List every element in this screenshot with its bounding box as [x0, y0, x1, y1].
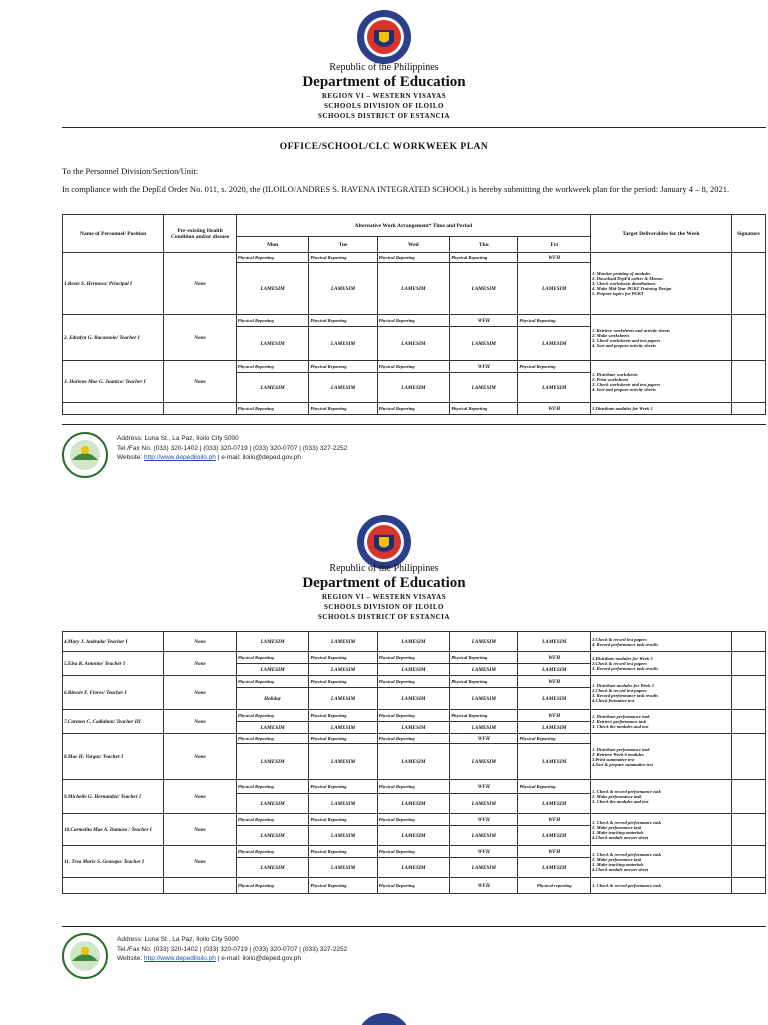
deliverable-item: 4. Sort and prepare activity sheets: [592, 342, 656, 348]
email-text: | e-mail: iloilo@deped.gov.ph: [217, 955, 302, 962]
schedule-cell: LAMESIM: [377, 688, 450, 710]
schedule-cell: Physical Reporting: [450, 403, 518, 415]
schedule-cell: Physical Reporting: [309, 361, 377, 373]
deliverables-cell: [591, 814, 732, 846]
health-cell: None: [164, 632, 237, 652]
deliverable-item: 3. Record performance task results: [592, 692, 659, 698]
deliverable-item: 2. Retrieve performance task: [592, 719, 647, 724]
schedule-cell: LAMESIM: [377, 794, 450, 814]
deliverables-cell: [591, 361, 732, 403]
deliverables-cell: [591, 652, 732, 676]
plan-title: OFFICE/SCHOOL/CLC WORKWEEK PLAN: [279, 142, 489, 152]
website-label: Website:: [117, 955, 143, 962]
schedule-cell: Physical Reporting: [377, 652, 450, 664]
day-mon: Mon: [236, 237, 309, 253]
deliverables-cell: [591, 780, 732, 814]
health-cell: None: [164, 676, 237, 710]
deliverable-item: 4.Check module answer sheet: [592, 866, 649, 872]
health-cell: None: [164, 652, 237, 676]
footer-2: [62, 933, 766, 983]
schedule-cell: LAMESIM: [377, 744, 450, 780]
person-name: 10.Carmelita Mae A. Damaso / Teacher I: [63, 814, 164, 846]
deliverable-item: 3. Check worksheets distributions: [592, 281, 656, 286]
schedule-cell: LAMESIM: [518, 373, 591, 403]
region-text: REGION VI – WESTERN VISAYAS: [321, 593, 447, 601]
division-logo-icon: [62, 933, 108, 979]
schedule-cell: LAMESIM: [236, 794, 309, 814]
col-target-header: Target Deliverables for the Week: [591, 215, 732, 253]
deliverable-item: 3. Record performance task results: [592, 666, 659, 671]
deliverable-item: 4.Sort & prepare summative test: [592, 761, 653, 767]
table-row: [63, 846, 766, 858]
header-rule: [62, 127, 766, 128]
republic-text: Republic of the Philippines: [329, 62, 439, 73]
schedule-cell: Physical Reporting: [236, 710, 309, 722]
table-row: [63, 403, 766, 415]
table-row: [63, 780, 766, 794]
footer-phones: Tel./Fax No. (033) 320-1402 | (033) 320-0719 | (033) 320-0707 | (033) 327-2252: [117, 945, 348, 953]
schedule-cell: LAMESIM: [377, 373, 450, 403]
footer-rule: [62, 424, 766, 425]
deliverable-item: 3. Make teaching materials: [592, 861, 644, 867]
person-name: 5.Elsa R. Antonio/ Teacher I: [63, 652, 164, 676]
email-text: | e-mail: iloilo@deped.gov.ph: [217, 454, 302, 461]
region-text: REGION VI – WESTERN VISAYAS: [321, 92, 447, 100]
schedule-cell: WFH: [518, 253, 591, 263]
health-cell: None: [164, 780, 237, 814]
deliverable-item: 1. Check & record performance task: [592, 789, 661, 794]
person-name: 8.Mae H. Vargas/ Teacher I: [63, 734, 164, 780]
schedule-cell: LAMESIM: [309, 373, 377, 403]
schedule-cell: Physical Reporting: [377, 846, 450, 858]
signature-cell: [731, 780, 765, 814]
health-cell: None: [164, 710, 237, 734]
district-text: SCHOOLS DISTRICT OF ESTANCIA: [318, 613, 450, 621]
schedule-cell: LAMESIM: [236, 263, 309, 315]
deliverable-item: 2. Make performance task: [592, 794, 642, 799]
deliverable-item: 1. Monitor printing of modules: [592, 271, 651, 276]
schedule-cell: Physical Reporting: [236, 676, 309, 688]
deliverable-item: 3. Check the modules and test: [592, 799, 649, 804]
schedule-cell: LAMESIM: [309, 722, 377, 734]
col-health-header: Pre-existing Health Condition and/or disease: [164, 215, 237, 253]
schedule-cell: LAMESIM: [450, 664, 518, 676]
footer-address: Address: Luna St., La Paz, Iloilo City 5000: [117, 936, 239, 943]
deliverables-cell: [591, 253, 732, 315]
schedule-cell: Physical Reporting: [309, 710, 377, 722]
schedule-cell: LAMESIM: [309, 858, 377, 878]
deliverable-item: 3. Check worksheets and test papers: [592, 381, 661, 387]
signature-cell: [731, 710, 765, 734]
deliverables-cell: [591, 734, 732, 780]
person-name: 7.Carmen C. Cadiahan/ Teacher III: [63, 710, 164, 734]
schedule-cell: WFH: [518, 710, 591, 722]
schedule-cell: Physical Reporting: [236, 780, 309, 794]
col-name-header: Name of Personnel/ Position: [63, 215, 164, 253]
health-cell: None: [164, 361, 237, 403]
schedule-cell: Physical Reporting: [309, 814, 377, 826]
schedule-cell: LAMESIM: [518, 263, 591, 315]
signature-cell: [731, 676, 765, 710]
day-thu: Thu: [450, 237, 518, 253]
schedule-cell: WFH: [450, 814, 518, 826]
table-row: [63, 361, 766, 373]
schedule-cell: LAMESIM: [309, 263, 377, 315]
schedule-cell: LAMESIM: [518, 632, 591, 652]
schedule-cell: Physical Reporting: [236, 814, 309, 826]
deliverable-item: 4. Sort and prepare activity sheets: [592, 386, 656, 392]
schedule-cell: WFH: [450, 315, 518, 327]
workweek-table-2: [62, 631, 766, 894]
schedule-cell: WFH: [518, 676, 591, 688]
schedule-cell: Physical Reporting: [309, 253, 377, 263]
deliverables-cell: [591, 710, 732, 734]
schedule-cell: LAMESIM: [518, 744, 591, 780]
day-fri: Fri: [518, 237, 591, 253]
schedule-cell: Physical Reporting: [309, 652, 377, 664]
schedule-cell: LAMESIM: [518, 327, 591, 361]
health-cell: None: [164, 814, 237, 846]
schedule-cell: LAMESIM: [377, 826, 450, 846]
col-signature-header: Signature: [731, 215, 765, 253]
schedule-cell: Physical Reporting: [377, 878, 450, 894]
schedule-cell: WFH: [518, 814, 591, 826]
schedule-cell: LAMESIM: [309, 744, 377, 780]
schedule-cell: LAMESIM: [236, 722, 309, 734]
deliverable-item: 4. Make Mid-Year PGKT Training Design: [592, 286, 672, 291]
signature-cell: [731, 253, 765, 315]
schedule-cell: LAMESIM: [236, 744, 309, 780]
schedule-cell: Physical Reporting: [377, 676, 450, 688]
district-text: SCHOOLS DISTRICT OF ESTANCIA: [318, 112, 450, 120]
footer-rule: [62, 926, 766, 927]
deliverable-item: 1. Check & record performance task: [591, 878, 732, 894]
signature-cell: [731, 734, 765, 780]
division-logo-icon: [62, 432, 108, 478]
schedule-cell: LAMESIM: [450, 263, 518, 315]
schedule-cell: WFH: [450, 878, 518, 894]
schedule-cell: Physical Reporting: [309, 780, 377, 794]
schedule-cell: Physical Reporting: [309, 403, 377, 415]
schedule-cell: LAMESIM: [518, 858, 591, 878]
deliverable-item: 2.Check & record test papers: [592, 687, 647, 693]
schedule-cell: Physical Reporting: [450, 652, 518, 664]
schedule-cell: LAMESIM: [450, 327, 518, 361]
person-name: 2. Edralyn G. Bacasnolo/ Teacher I: [63, 315, 164, 361]
deliverables-cell: [591, 676, 732, 710]
signature-cell: [731, 878, 765, 894]
day-wed: Wed: [377, 237, 450, 253]
schedule-cell: LAMESIM: [450, 688, 518, 710]
person-name: [63, 403, 164, 415]
page-1: [0, 0, 768, 500]
table-row: [63, 253, 766, 263]
schedule-cell: Physical reporting: [518, 878, 591, 894]
deliverable-item: 2. Make performance task: [592, 824, 642, 830]
schedule-cell: LAMESIM: [309, 794, 377, 814]
deliverables-cell: [591, 632, 732, 652]
deliverable-item: 3. Make teaching materials: [592, 829, 644, 835]
schedule-cell: LAMESIM: [309, 688, 377, 710]
deliverable-item: 3. Check the modules and test: [592, 724, 649, 729]
footer-web-row: [117, 453, 347, 463]
deped-seal-icon: [355, 1011, 413, 1025]
deliverable-item: 5. Prepare topics for PGKT: [592, 291, 644, 296]
schedule-cell: LAMESIM: [518, 826, 591, 846]
deliverable-item: 1. Distribute modules for Week 5: [592, 682, 654, 688]
workweek-table-1: [62, 214, 766, 415]
deped-seal-icon: [355, 8, 413, 66]
signature-cell: [731, 652, 765, 676]
footer-address: Address: Luna St., La Paz, Iloilo City 5000: [117, 435, 239, 442]
deliverable-item: 1. Retrieve worksheets and activity sheets: [592, 327, 670, 333]
schedule-cell: Physical Reporting: [309, 846, 377, 858]
schedule-cell: LAMESIM: [518, 722, 591, 734]
schedule-cell: Physical Reporting: [236, 403, 309, 415]
deliverables-cell: [591, 846, 732, 878]
schedule-cell: LAMESIM: [450, 722, 518, 734]
person-name: 6.Blessie F. Flores/ Teacher I: [63, 676, 164, 710]
signature-cell: [731, 361, 765, 403]
deliverable-item: 3.Check & record test papers: [592, 636, 647, 642]
health-cell: [164, 403, 237, 415]
signature-cell: [731, 632, 765, 652]
schedule-cell: Physical Reporting: [377, 710, 450, 722]
person-name: 3. Harlene Mae G. Juanico/ Teacher I: [63, 361, 164, 403]
schedule-cell: Physical Reporting: [236, 652, 309, 664]
deliverable-item: 2. Retrieve Week 6 modules: [592, 751, 644, 757]
schedule-cell: LAMESIM: [236, 373, 309, 403]
schedule-cell: LAMESIM: [236, 664, 309, 676]
col-awa-header: Alternative Work Arrangement* Time and Period: [236, 215, 590, 237]
to-line: To the Personnel Division/Section/Unit:: [62, 166, 199, 176]
schedule-cell: LAMESIM: [450, 794, 518, 814]
schedule-cell: Physical Reporting: [377, 403, 450, 415]
health-cell: [164, 878, 237, 894]
website-link[interactable]: http://www.depediloilo.ph: [143, 454, 216, 461]
department-title: Department of Education: [302, 74, 466, 90]
deliverable-item: 2.Check & record test papers: [592, 661, 647, 666]
schedule-cell: LAMESIM: [236, 632, 309, 652]
schedule-cell: Physical Reporting: [377, 315, 450, 327]
schedule-cell: WFH: [518, 403, 591, 415]
deliverable-item: 1.Distribute modules for Week 5: [592, 656, 653, 661]
deliverable-item: 2. Make performance task: [592, 856, 642, 862]
deliverable-item: 3.Print summative test: [592, 756, 635, 762]
schedule-cell: WFH: [450, 846, 518, 858]
schedule-cell: Physical Reporting: [236, 315, 309, 327]
website-label: Website:: [117, 454, 143, 461]
schedule-cell: Physical Reporting: [377, 361, 450, 373]
table-row: [63, 814, 766, 826]
deliverable-item: 1. Check & record performance task: [592, 819, 661, 825]
schedule-cell: Physical Reporting: [309, 315, 377, 327]
person-name: 9.Michelle G. Hernandez/ Teacher I: [63, 780, 164, 814]
deliverable-item: 1. Distribute performance task: [592, 714, 650, 719]
footer-web-row: [117, 954, 347, 964]
schedule-cell: LAMESIM: [377, 858, 450, 878]
schedule-cell: LAMESIM: [377, 722, 450, 734]
schedule-cell: WFH: [518, 846, 591, 858]
table-row: [63, 676, 766, 688]
schedule-cell: Physical Reporting: [450, 676, 518, 688]
signature-cell: [731, 403, 765, 415]
health-cell: None: [164, 734, 237, 780]
schedule-cell: Physical Reporting: [377, 780, 450, 794]
schedule-cell: LAMESIM: [450, 632, 518, 652]
schedule-cell: LAMESIM: [236, 826, 309, 846]
table-row: [63, 652, 766, 664]
page-2: [0, 505, 768, 1024]
schedule-cell: Physical Reporting: [377, 253, 450, 263]
schedule-cell: Physical Reporting: [236, 361, 309, 373]
schedule-cell: Physical Reporting: [236, 846, 309, 858]
person-name: [63, 878, 164, 894]
health-cell: None: [164, 846, 237, 878]
person-name: 11. Trea Marie S. Geasopo/ Teacher I: [63, 846, 164, 878]
table-row: [63, 710, 766, 722]
schedule-cell: Physical Reporting: [236, 734, 309, 744]
deliverable-item: 2. Print worksheets: [592, 376, 629, 382]
deliverable-item: 1.Distribute modules for Week 5: [591, 403, 732, 415]
deliverable-item: 3. Check worksheets and test papers: [592, 337, 661, 343]
day-tue: Tue: [309, 237, 377, 253]
schedule-cell: Physical Reporting: [450, 253, 518, 263]
schedule-cell: Physical Reporting: [518, 361, 591, 373]
person-name: 1.Rosie S. Hermoso/ Principal I: [63, 253, 164, 315]
schedule-cell: WFH: [450, 734, 518, 744]
deliverable-item: 2. Download DepEd orders & Memos: [592, 276, 663, 281]
health-cell: None: [164, 253, 237, 315]
health-cell: None: [164, 315, 237, 361]
schedule-cell: Physical Reporting: [518, 734, 591, 744]
schedule-cell: Physical Reporting: [518, 780, 591, 794]
schedule-cell: LAMESIM: [377, 263, 450, 315]
schedule-cell: LAMESIM: [450, 858, 518, 878]
footer-1: [62, 432, 766, 482]
schedule-cell: LAMESIM: [377, 632, 450, 652]
schedule-cell: LAMESIM: [450, 826, 518, 846]
schedule-cell: Physical Reporting: [450, 710, 518, 722]
signature-cell: [731, 846, 765, 878]
schedule-cell: WFH: [518, 652, 591, 664]
schedule-cell: LAMESIM: [309, 632, 377, 652]
schedule-cell: LAMESIM: [518, 688, 591, 710]
table-row: [63, 734, 766, 744]
schedule-cell: LAMESIM: [518, 794, 591, 814]
schedule-cell: LAMESIM: [518, 664, 591, 676]
schedule-cell: LAMESIM: [377, 664, 450, 676]
schedule-cell: LAMESIM: [377, 327, 450, 361]
deliverable-item: 1. Distribute worksheets: [592, 371, 638, 377]
schedule-cell: Physical Reporting: [309, 734, 377, 744]
signature-cell: [731, 814, 765, 846]
schedule-cell: LAMESIM: [236, 858, 309, 878]
website-link[interactable]: http://www.depediloilo.ph: [143, 955, 216, 962]
deliverable-item: 1. Check & record performance task: [592, 851, 661, 857]
table-row: [63, 632, 766, 652]
schedule-cell: Physical Reporting: [309, 676, 377, 688]
schedule-cell: LAMESIM: [309, 327, 377, 361]
table-row: [63, 878, 766, 894]
department-title: Department of Education: [302, 575, 466, 591]
schedule-cell: Physical Reporting: [377, 734, 450, 744]
deliverable-item: 1. Distribute performance task: [592, 746, 650, 752]
table-row: [63, 315, 766, 327]
schedule-cell: LAMESIM: [450, 744, 518, 780]
schedule-cell: WFH: [450, 780, 518, 794]
deliverable-item: 4. Record performance task results: [592, 641, 659, 647]
schedule-cell: LAMESIM: [309, 826, 377, 846]
schedule-cell: LAMESIM: [236, 327, 309, 361]
deliverable-item: 4.Check formative test: [592, 697, 635, 703]
person-name: 4.Mary J. Andrada/ Teacher I: [63, 632, 164, 652]
schedule-cell: Physical Reporting: [236, 878, 309, 894]
schedule-cell: LAMESIM: [450, 373, 518, 403]
schedule-cell: Holiday: [236, 688, 309, 710]
schedule-cell: Physical Reporting: [518, 315, 591, 327]
schedule-cell: Physical Reporting: [377, 814, 450, 826]
division-text: SCHOOLS DIVISION OF ILOILO: [324, 102, 444, 110]
deliverables-cell: [591, 315, 732, 361]
division-text: SCHOOLS DIVISION OF ILOILO: [324, 603, 444, 611]
schedule-cell: WFH: [450, 361, 518, 373]
schedule-cell: LAMESIM: [309, 664, 377, 676]
deliverable-item: 4.Check module answer sheet: [592, 834, 649, 840]
republic-text: Republic of the Philippines: [329, 563, 439, 574]
compliance-paragraph: In compliance with the DepEd Order No. 011, s. 2020, the (ILOILO/ANDRES S. RAVENA INTEGRATED SCHOOL) is hereby submitting the workweek plan for the period: January 4 – 8, 2021.: [62, 184, 730, 194]
schedule-cell: Physical Reporting: [236, 253, 309, 263]
signature-cell: [731, 315, 765, 361]
deliverable-item: 2. Make worksheets: [592, 332, 630, 338]
schedule-cell: Physical Reporting: [309, 878, 377, 894]
footer-phones: Tel./Fax No. (033) 320-1402 | (033) 320-0719 | (033) 320-0707 | (033) 327-2252: [117, 444, 348, 452]
